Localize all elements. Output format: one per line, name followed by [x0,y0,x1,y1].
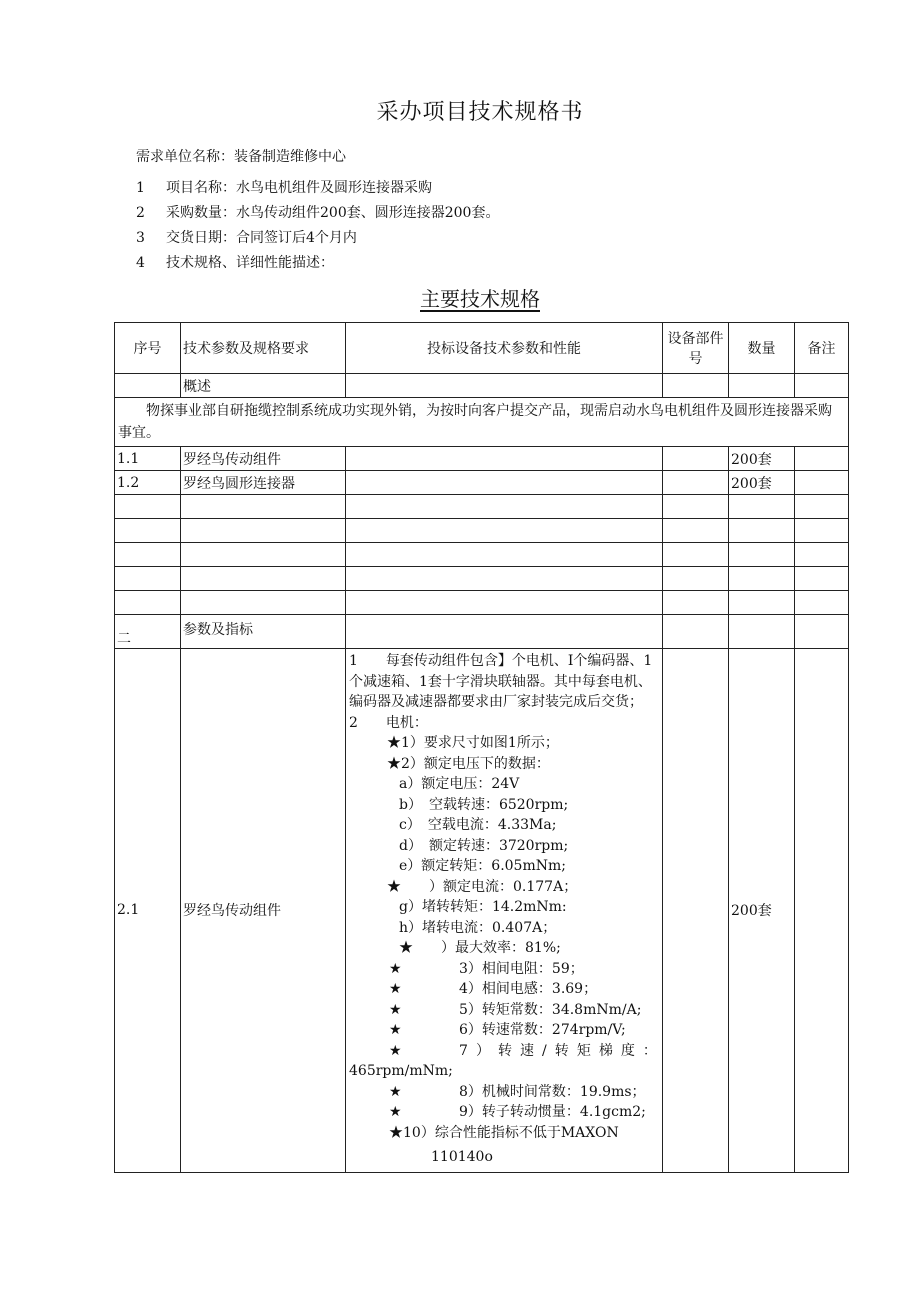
section2-label: 参数及指标 [181,615,346,649]
spec-p1: 1 每套传动组件包含】个电机、I个编码器、1个减速箱、1套十字滑块联轴器。其中每套电机、编码器及减速器都要求由厂家封装完成后交货； [349,653,653,710]
spec-table [114,322,849,1173]
spec-e: e）额定转矩：6.05mNm; [399,858,566,874]
intro-row [115,398,849,447]
item-1: 1 项目名称：水鸟电机组件及圆形连接器采购 [136,180,432,196]
spec-s9: ★ 9）转子转动惯量：4.1gcm2; [389,1104,646,1120]
spec-a: a）额定电压：24V [399,776,520,792]
row21-spec [346,649,663,1173]
row-name: 罗经鸟圆形连接器 [181,471,346,495]
item-3: 3 交货日期：合同签订后4个月内 [136,230,357,246]
empty-row [115,567,849,591]
intro-text: 物探事业部自研拖缆控制系统成功实现外销，为按时向客户提交产品，现需启动水鸟电机组件及圆形连接器采购事宜。 [115,398,849,447]
row-2-1 [115,649,849,1173]
table-row [115,471,849,495]
row-qty: 200套 [729,471,795,495]
header-param: 技术参数及规格要求 [181,323,346,374]
row21-seq: 2.1 [115,649,181,1173]
overview-row [115,374,849,398]
row-name: 罗经鸟传动组件 [181,447,346,471]
row-seq: 1.1 [115,447,181,471]
spec-s1: ★1）要求尺寸如图1所示； [387,735,559,751]
header-seq: 序号 [115,323,181,374]
spec-s10-tail: 110140o [431,1149,493,1165]
table-header-row [115,323,849,374]
item-2: 2 采购数量：水鸟传动组件200套、圆形连接器200套。 [136,205,500,221]
header-part: 设备部件号 [663,323,729,374]
empty-row [115,495,849,519]
spec-g: g）堵转转矩：14.2mNm: [399,899,567,915]
overview-label: 概述 [181,374,346,398]
row21-name: 罗经鸟传动组件 [181,649,346,1173]
spec-i: ★ ）最大效率：81%; [399,940,561,956]
header-note: 备注 [795,323,849,374]
header-qty: 数量 [729,323,795,374]
item-4: 4 技术规格、详细性能描述： [136,255,334,271]
row21-qty: 200套 [729,649,795,1173]
document-title: 采办项目技术规格书 [376,100,584,125]
spec-s6: ★ 6）转速常数：274rpm∕V; [389,1022,626,1038]
demand-unit: 需求单位名称：装备制造维修中心 [136,149,346,165]
spec-f: ★ ）额定电流：0.177A； [387,878,578,895]
spec-h: h）堵转电流：0.407A； [399,919,557,936]
spec-b: b） 空载转速：6520rpm; [399,796,569,813]
table-title: 主要技术规格 [420,287,540,311]
spec-p2: 2 电机： [349,714,428,731]
spec-s2: ★2）额定电压下的数据： [387,755,550,772]
header-bid: 投标设备技术参数和性能 [346,323,663,374]
row-qty: 200套 [729,447,795,471]
spec-s7: ★ 7 ） 转 速 / 转 矩 梯 度 ： [389,1042,657,1059]
spec-s10: ★10）综合性能指标不低于MAXON [389,1124,619,1141]
spec-d: d） 额定转速：3720rpm; [399,837,569,854]
empty-row [115,519,849,543]
spec-s8: ★ 8）机械时间常数：19.9ms； [389,1083,646,1100]
spec-s7-tail: 465rpm∕mNm; [349,1063,453,1079]
empty-row [115,543,849,567]
spec-s3: ★ 3）相间电阻：59； [389,960,584,977]
spec-s5: ★ 5）转矩常数：34.8mNm∕A; [389,1001,642,1018]
table-row [115,447,849,471]
section2-row [115,615,849,649]
section2-seq: 二 [115,615,181,649]
empty-row [115,591,849,615]
spec-c: c） 空载电流：4.33Ma; [399,817,557,833]
spec-s4: ★ 4）相间电感：3.69； [389,981,598,997]
row-seq: 1.2 [115,471,181,495]
